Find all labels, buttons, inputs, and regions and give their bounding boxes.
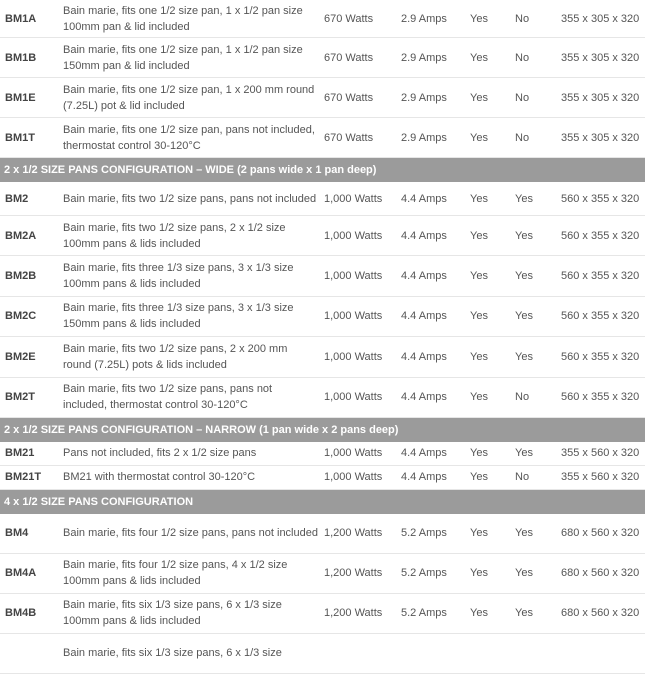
feature-a: Yes — [470, 447, 488, 460]
feature-a: Yes — [470, 310, 488, 323]
power-watts: 670 Watts — [324, 51, 374, 64]
power-watts: 670 Watts — [324, 12, 374, 25]
current-amps: 4.4 Amps — [401, 447, 447, 460]
product-description: Bain marie, fits four 1/2 size pans, pans not included — [63, 527, 318, 540]
product-code: BM2C — [5, 310, 37, 323]
product-code — [5, 634, 60, 673]
power-watts: 1,000 Watts — [324, 270, 383, 283]
current-amps: 4.4 Amps — [401, 350, 447, 363]
current-amps: 5.2 Amps — [401, 567, 447, 580]
product-description: Bain marie, fits six 1/3 size pans, 6 x 1/3 size — [63, 647, 282, 660]
feature-b: No — [515, 91, 530, 104]
current-amps: 4.4 Amps — [401, 471, 447, 484]
feature-a: Yes — [470, 471, 488, 484]
product-description: Bain marie, fits three 1/3 size pans, 3 x 1/3 size 100mm pans & lids included — [63, 262, 294, 291]
section-header-four: 4 x 1/2 SIZE PANS CONFIGURATION — [0, 490, 645, 514]
product-description: Bain marie, fits two 1/2 size pans, 2 x 1/2 size 100mm pans & lids included — [63, 221, 286, 250]
feature-b: Yes — [515, 567, 533, 580]
feature-b: Yes — [515, 310, 533, 323]
row-group-wide — [0, 182, 645, 418]
feature-b: No — [515, 391, 530, 404]
dimensions: 355 x 560 x 320 — [561, 447, 640, 460]
power-watts: 1,000 Watts — [324, 447, 383, 460]
feature-b: No — [515, 131, 530, 144]
product-description: BM21 with thermostat control 30-120°C — [63, 471, 256, 484]
product-code: BM21 — [5, 447, 35, 460]
power-watts: 1,000 Watts — [324, 350, 383, 363]
product-code: BM4 — [5, 527, 29, 540]
product-description: Bain marie, fits three 1/3 size pans, 3 x 1/3 size 150mm pans & lids included — [63, 302, 294, 331]
table-row — [0, 466, 645, 490]
product-code: BM2E — [5, 350, 36, 363]
table-row — [0, 297, 645, 337]
dimensions: 680 x 560 x 320 — [561, 527, 640, 540]
power-watts: 1,000 Watts — [324, 471, 383, 484]
product-code: BM2T — [5, 391, 35, 404]
current-amps: 5.2 Amps — [401, 607, 447, 620]
table-row — [0, 337, 645, 377]
product-code: BM2 — [5, 192, 29, 205]
product-code: BM2A — [5, 229, 37, 242]
feature-a: Yes — [470, 350, 488, 363]
row-group-four — [0, 514, 645, 674]
feature-a: Yes — [470, 229, 488, 242]
dimensions: 560 x 355 x 320 — [561, 270, 640, 283]
product-code: BM2B — [5, 270, 37, 283]
current-amps: 4.4 Amps — [401, 229, 447, 242]
power-watts: 1,200 Watts — [324, 527, 383, 540]
feature-a: Yes — [470, 131, 488, 144]
product-code: BM1B — [5, 51, 37, 64]
table-row — [0, 554, 645, 594]
current-amps: 4.4 Amps — [401, 391, 447, 404]
dimensions: 355 x 305 x 320 — [561, 91, 640, 104]
current-amps — [401, 634, 461, 673]
dimensions — [561, 634, 645, 673]
row-group-narrow — [0, 442, 645, 490]
dimensions: 560 x 355 x 320 — [561, 192, 640, 205]
table-row — [0, 634, 645, 674]
feature-b: Yes — [515, 192, 533, 205]
table-row — [0, 38, 645, 78]
current-amps: 5.2 Amps — [401, 527, 447, 540]
table-row — [0, 0, 645, 38]
product-description: Bain marie, fits one 1/2 size pan, 1 x 1/2 pan size 100mm pan & lid included — [63, 4, 303, 33]
product-description: Bain marie, fits one 1/2 size pan, 1 x 1/2 pan size 150mm pan & lid included — [63, 43, 303, 72]
power-watts: 1,200 Watts — [324, 567, 383, 580]
section-header-narrow: 2 x 1/2 SIZE PANS CONFIGURATION – NARROW (1 pan wide x 2 pans deep) — [0, 418, 645, 442]
feature-a: Yes — [470, 391, 488, 404]
feature-b: Yes — [515, 607, 533, 620]
feature-a: Yes — [470, 51, 488, 64]
product-description: Bain marie, fits two 1/2 size pans, 2 x 200 mm round (7.25L) pots & lids included — [63, 342, 288, 371]
feature-b: Yes — [515, 229, 533, 242]
table-row — [0, 442, 645, 466]
current-amps: 2.9 Amps — [401, 51, 447, 64]
feature-b: No — [515, 51, 530, 64]
dimensions: 680 x 560 x 320 — [561, 567, 640, 580]
dimensions: 680 x 560 x 320 — [561, 607, 640, 620]
table-row — [0, 216, 645, 256]
feature-a: Yes — [470, 527, 488, 540]
table-row — [0, 594, 645, 634]
current-amps: 2.9 Amps — [401, 12, 447, 25]
current-amps: 4.4 Amps — [401, 270, 447, 283]
table-row — [0, 78, 645, 118]
product-code: BM4A — [5, 567, 37, 580]
power-watts: 1,000 Watts — [324, 391, 383, 404]
feature-b: Yes — [515, 270, 533, 283]
section-header-wide: 2 x 1/2 SIZE PANS CONFIGURATION – WIDE (2 pans wide x 1 pan deep) — [0, 158, 645, 182]
dimensions: 355 x 305 x 320 — [561, 12, 640, 25]
feature-a — [470, 634, 500, 673]
feature-a: Yes — [470, 567, 488, 580]
dimensions: 355 x 305 x 320 — [561, 131, 640, 144]
power-watts: 1,000 Watts — [324, 310, 383, 323]
current-amps: 4.4 Amps — [401, 192, 447, 205]
product-code: BM1T — [5, 131, 35, 144]
table-row — [0, 118, 645, 158]
feature-a: Yes — [470, 607, 488, 620]
power-watts: 1,200 Watts — [324, 607, 383, 620]
feature-a: Yes — [470, 192, 488, 205]
product-description: Bain marie, fits four 1/2 size pans, 4 x 1/2 size 100mm pans & lids included — [63, 559, 288, 588]
row-group-single — [0, 0, 645, 158]
power-watts: 1,000 Watts — [324, 192, 383, 205]
dimensions: 560 x 355 x 320 — [561, 391, 640, 404]
feature-b: Yes — [515, 527, 533, 540]
current-amps: 4.4 Amps — [401, 310, 447, 323]
current-amps: 2.9 Amps — [401, 131, 447, 144]
table-row — [0, 514, 645, 554]
feature-b: No — [515, 12, 530, 25]
feature-a: Yes — [470, 12, 488, 25]
product-description: Bain marie, fits two 1/2 size pans, pans not included, thermostat control 30-120°C — [63, 383, 273, 412]
dimensions: 355 x 560 x 320 — [561, 471, 640, 484]
table-row — [0, 182, 645, 216]
product-description: Bain marie, fits one 1/2 size pan, 1 x 200 mm round (7.25L) pot & lid included — [63, 83, 315, 112]
feature-b — [515, 634, 545, 673]
product-code: BM1A — [5, 12, 37, 25]
power-watts — [324, 634, 394, 673]
feature-b: Yes — [515, 447, 533, 460]
product-description: Bain marie, fits six 1/3 size pans, 6 x 1/3 size 100mm pans & lids included — [63, 599, 282, 628]
dimensions: 355 x 305 x 320 — [561, 51, 640, 64]
dimensions: 560 x 355 x 320 — [561, 229, 640, 242]
product-description: Bain marie, fits two 1/2 size pans, pans not included — [63, 192, 317, 205]
product-code: BM1E — [5, 91, 36, 104]
dimensions: 560 x 355 x 320 — [561, 310, 640, 323]
product-code: BM4B — [5, 607, 37, 620]
power-watts: 670 Watts — [324, 91, 374, 104]
power-watts: 1,000 Watts — [324, 229, 383, 242]
table-row — [0, 378, 645, 418]
feature-b: Yes — [515, 350, 533, 363]
dimensions: 560 x 355 x 320 — [561, 350, 640, 363]
feature-b: No — [515, 471, 530, 484]
product-description: Pans not included, fits 2 x 1/2 size pans — [63, 447, 257, 460]
product-code: BM21T — [5, 471, 42, 484]
product-description: Bain marie, fits one 1/2 size pan, pans not included, thermostat control 30-120°C — [63, 123, 315, 152]
power-watts: 670 Watts — [324, 131, 374, 144]
feature-a: Yes — [470, 270, 488, 283]
table-row — [0, 256, 645, 296]
current-amps: 2.9 Amps — [401, 91, 447, 104]
feature-a: Yes — [470, 91, 488, 104]
